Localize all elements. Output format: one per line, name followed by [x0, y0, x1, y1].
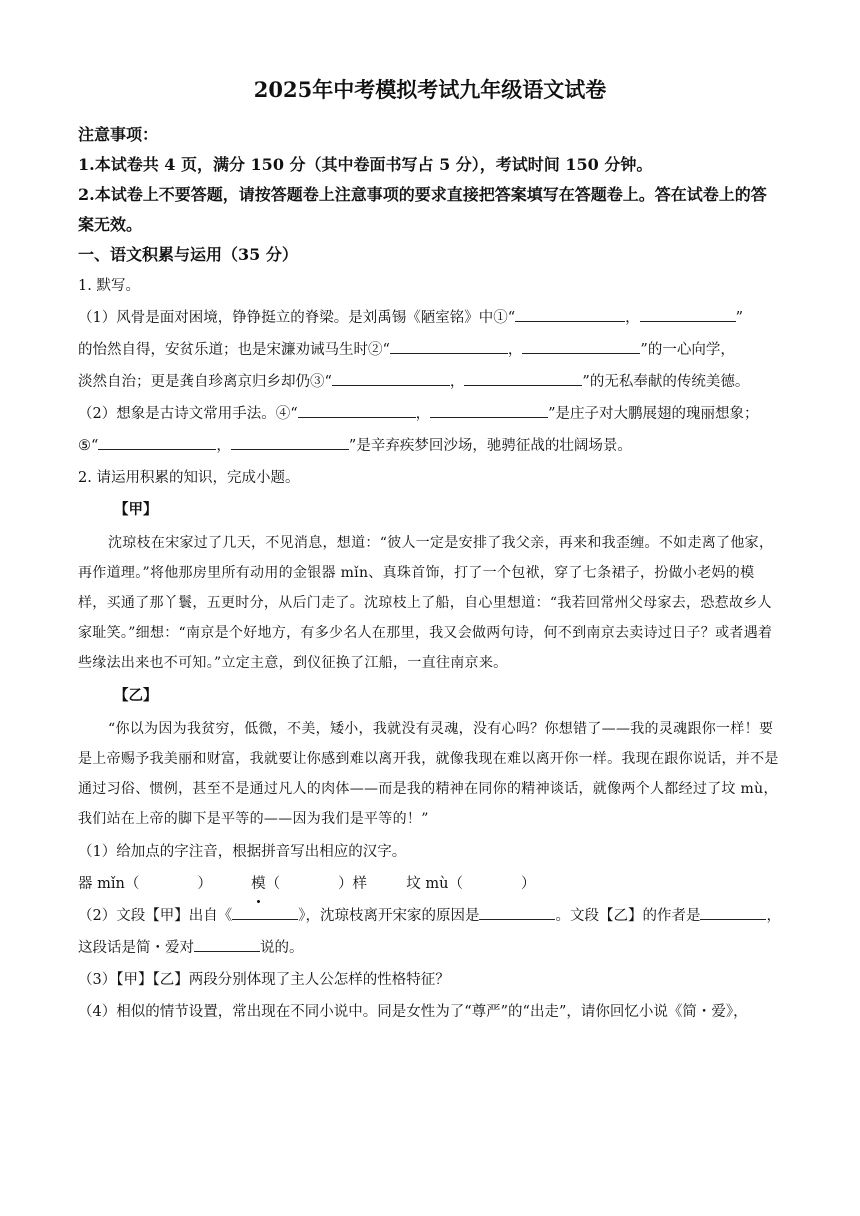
bracket-close: ） — [197, 876, 212, 892]
answer-blank[interactable] — [390, 335, 508, 354]
pinyin-item-2-end: ）样 — [338, 876, 368, 892]
question-2-sub-1: （1）给加点的字注音，根据拼音写出相应的汉字。 — [78, 844, 407, 860]
q1-sep: ， — [507, 342, 523, 358]
question-1-part-2-line-1 — [78, 398, 782, 430]
q1-text: ”的无私奉献的传统美德。 — [582, 374, 750, 390]
passage-yi-label: 【乙】 — [114, 687, 158, 704]
q2-text: ， — [766, 908, 781, 924]
answer-blank[interactable] — [194, 933, 260, 952]
answer-blank[interactable] — [700, 901, 766, 920]
q1-text: ” — [735, 310, 744, 326]
pinyin-item-1: 器 mǐn（ — [78, 876, 140, 892]
bracket-close: ） — [520, 876, 536, 892]
answer-blank[interactable] — [98, 431, 216, 450]
q1-text: （2）想象是古诗文常用手法。④“ — [78, 406, 298, 422]
question-2-stem: 2. 请运用积累的知识，完成小题。 — [78, 470, 300, 486]
page-title: 2025年中考模拟考试九年级语文试卷 — [253, 77, 607, 102]
q2-text: 说的。 — [260, 940, 304, 956]
answer-blank[interactable] — [232, 901, 298, 920]
q1-text: （1）风骨是面对困境，铮铮挺立的脊梁。是刘禹锡《陋室铭》中①“ — [78, 310, 516, 326]
q1-sep: ， — [216, 438, 231, 454]
pinyin-answer-row — [78, 868, 782, 900]
question-1-part-2-line-2 — [78, 430, 782, 462]
question-2-sub-2-line-1 — [78, 900, 782, 932]
dotted-char: 模 — [251, 868, 266, 900]
passage-yi: “你以为因为我贫穷，低微，不美，矮小，我就没有灵魂，没有心吗？你想错了——我的灵魂跟你一样！要是上帝赐予我美丽和财富，我就要让你感到难以离开我，就像我现在难以离开你一样。我现在跟你说话，并不是通过习俗、惯例，甚至不是通过凡人的肉体——而是我的精神在同你的精神谈话，就像两个人都经过了坟 mù，我们站在上帝的脚下是平等的——因为我们是平等的！” — [78, 721, 779, 827]
answer-blank[interactable] — [430, 399, 548, 418]
answer-blank[interactable] — [298, 399, 416, 418]
q1-text: ”是庄子对大鹏展翅的瑰丽想象； — [548, 406, 759, 422]
question-1-stem: 1. 默写。 — [78, 278, 140, 294]
answer-blank[interactable] — [640, 303, 736, 322]
q1-text: ⑤“ — [78, 438, 99, 454]
notice-item-1: 1.本试卷共 4 页，满分 150 分（其中卷面书写占 5 分），考试时间 150 分钟。 — [78, 155, 653, 174]
section-heading-1: 一、语文积累与运用（35 分） — [78, 245, 298, 264]
answer-blank[interactable] — [332, 367, 450, 386]
q2-text: （2）文段【甲】出自《 — [78, 908, 233, 924]
q1-text: 的怡然自得，安贫乐道；也是宋濂劝诫马生时②“ — [78, 342, 390, 358]
question-2-sub-4: （4）相似的情节设置，常出现在不同小说中。同是女性为了“尊严”的“出走”，请你回忆小说《简・爱》， — [78, 1004, 748, 1020]
question-1-part-1-line-1 — [78, 302, 782, 334]
answer-blank[interactable] — [515, 303, 625, 322]
q1-sep: ， — [415, 406, 431, 422]
answer-blank[interactable] — [464, 367, 582, 386]
q2-text: 。文段【乙】的作者是 — [555, 908, 701, 924]
question-1-part-1-line-3 — [78, 366, 782, 398]
pinyin-item-2: （ — [265, 876, 281, 892]
passage-jia: 沈琼枝在宋家过了几天，不见消息，想道：“彼人一定是安排了我父亲，再来和我歪缠。不如走离了他家，再作道理。”将他那房里所有动用的金银器 mǐn、真珠首饰，打了一个包袱，穿了七条裙子，扮做小老妈的模样，买通了那丫鬟，五更时分，从后门走了。沈琼枝上了船，自心里想道：“我若回常州父母家去，恐惹故乡人家耻笑。”细想：“南京是个好地方，有多少名人在那里，我又会做两句诗，何不到南京去卖诗过日子？或者遇着些缘法出来也不可知。”立定主意，到仪征换了江船，一直往南京来。 — [78, 535, 774, 671]
q1-sep: ， — [449, 374, 465, 390]
passage-jia-label: 【甲】 — [114, 501, 158, 518]
answer-blank[interactable] — [231, 431, 349, 450]
q2-text: 这段话是简・爱对 — [78, 940, 194, 956]
q2-text: 》，沈琼枝离开宋家的原因是 — [298, 908, 480, 924]
question-1-part-1-line-2 — [78, 334, 782, 366]
q1-text: ”是辛弃疾梦回沙场，驰骋征战的壮阔场景。 — [348, 438, 632, 454]
answer-blank[interactable] — [479, 901, 555, 920]
answer-blank[interactable] — [522, 335, 640, 354]
pinyin-item-3: 坟 mù（ — [406, 876, 463, 892]
q1-sep: ， — [625, 310, 640, 326]
question-2-sub-3: （3）【甲】【乙】两段分别体现了主人公怎样的性格特征？ — [78, 972, 450, 988]
question-2-sub-2-line-2 — [78, 932, 782, 964]
notice-item-2: 2.本试卷上不要答题，请按答题卷上注意事项的要求直接把答案填写在答题卷上。答在试卷上的答案无效。 — [78, 185, 767, 234]
q1-text: ”的一心向学， — [640, 342, 735, 358]
notice-heading: 注意事项： — [78, 125, 159, 144]
q1-text: 淡然自治；更是龚自珍离京归乡却仍③“ — [78, 374, 332, 390]
